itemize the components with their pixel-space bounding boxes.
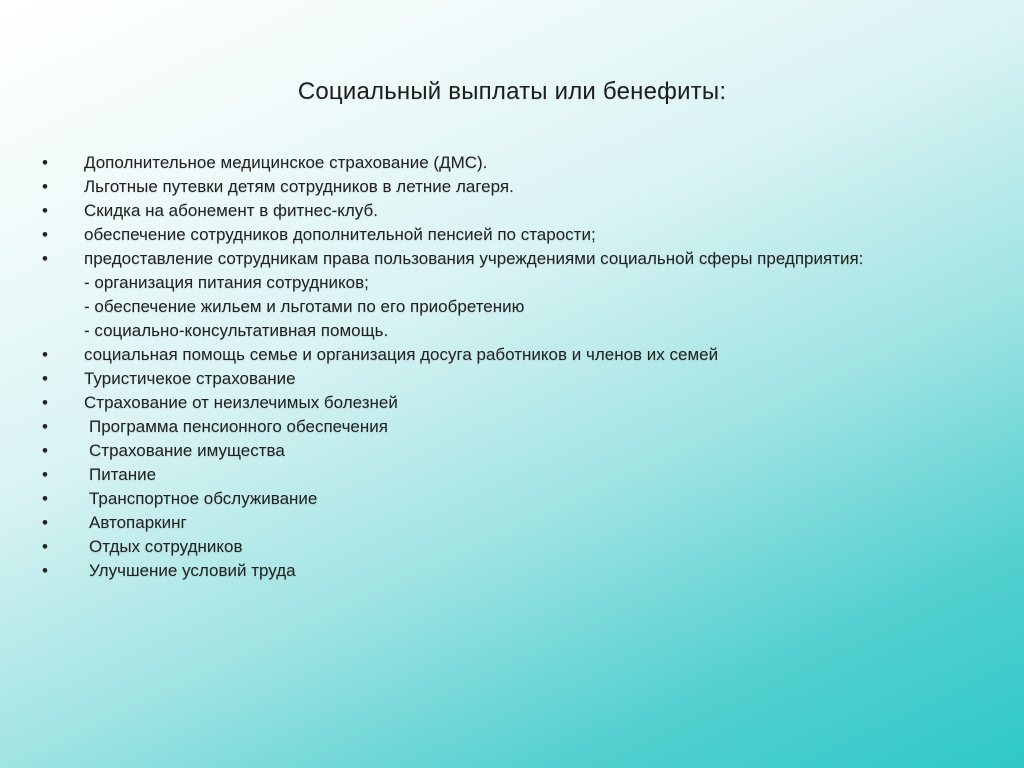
bullet-icon: • bbox=[42, 561, 48, 580]
list-item bbox=[42, 151, 942, 175]
list-item-text: Страхование имущества bbox=[89, 441, 285, 460]
bullet-icon: • bbox=[42, 537, 48, 556]
bullet-icon: • bbox=[42, 369, 48, 388]
list-item-text: Программа пенсионного обеспечения bbox=[89, 417, 388, 436]
list-item-text: Улучшение условий труда bbox=[89, 561, 296, 580]
sub-list-item-text: - социально-консультативная помощь. bbox=[84, 321, 389, 340]
list-item-text: Автопаркинг bbox=[89, 513, 187, 532]
bullet-icon: • bbox=[42, 393, 48, 412]
list-item bbox=[42, 343, 942, 367]
list-item-text: Транспортное обслуживание bbox=[89, 489, 318, 508]
bullet-icon: • bbox=[42, 225, 48, 244]
bullet-icon: • bbox=[42, 345, 48, 364]
list-item-text: предоставление сотрудникам права пользования учреждениями социальной сферы предприятия: bbox=[84, 249, 864, 268]
bullet-icon: • bbox=[42, 249, 48, 268]
list-item bbox=[42, 535, 942, 559]
list-item-text: обеспечение сотрудников дополнительной пенсией по старости; bbox=[84, 225, 596, 244]
bullet-icon: • bbox=[42, 153, 48, 172]
bullet-icon: • bbox=[42, 489, 48, 508]
list-item-text: Страхование от неизлечимых болезней bbox=[84, 393, 398, 412]
list-item bbox=[42, 439, 942, 463]
list-item-text: Льготные путевки детям сотрудников в летние лагеря. bbox=[84, 177, 514, 196]
benefits-list bbox=[42, 151, 942, 583]
list-item bbox=[42, 463, 942, 487]
list-item-text: Скидка на абонемент в фитнес-клуб. bbox=[84, 201, 378, 220]
sub-list-item-text: - обеспечение жильем и льготами по его приобретению bbox=[84, 297, 525, 316]
bullet-icon: • bbox=[42, 201, 48, 220]
list-item-text: Отдых сотрудников bbox=[89, 537, 243, 556]
list-item bbox=[42, 487, 942, 511]
list-item bbox=[42, 175, 942, 199]
slide-title: Социальный выплаты или бенефиты: bbox=[297, 78, 727, 105]
bullet-icon: • bbox=[42, 513, 48, 532]
bullet-icon: • bbox=[42, 177, 48, 196]
list-item-text: Дополнительное медицинское страхование (ДМС). bbox=[84, 153, 488, 172]
bullet-icon: • bbox=[42, 465, 48, 484]
sub-list-item bbox=[42, 271, 942, 295]
list-item-text: Питание bbox=[89, 465, 157, 484]
list-item bbox=[42, 559, 942, 583]
list-item bbox=[42, 223, 942, 247]
list-item bbox=[42, 391, 942, 415]
list-item-text: социальная помощь семье и организация досуга работников и членов их семей bbox=[84, 345, 719, 364]
list-item bbox=[42, 415, 942, 439]
list-item bbox=[42, 247, 942, 271]
list-item bbox=[42, 199, 942, 223]
bullet-icon: • bbox=[42, 441, 48, 460]
sub-list-item-text: - организация питания сотрудников; bbox=[84, 273, 369, 292]
bullet-icon: • bbox=[42, 417, 48, 436]
list-item bbox=[42, 511, 942, 535]
list-item-text: Туристичекое страхование bbox=[84, 369, 296, 388]
sub-list-item bbox=[42, 319, 942, 343]
list-item bbox=[42, 367, 942, 391]
sub-list-item bbox=[42, 295, 942, 319]
